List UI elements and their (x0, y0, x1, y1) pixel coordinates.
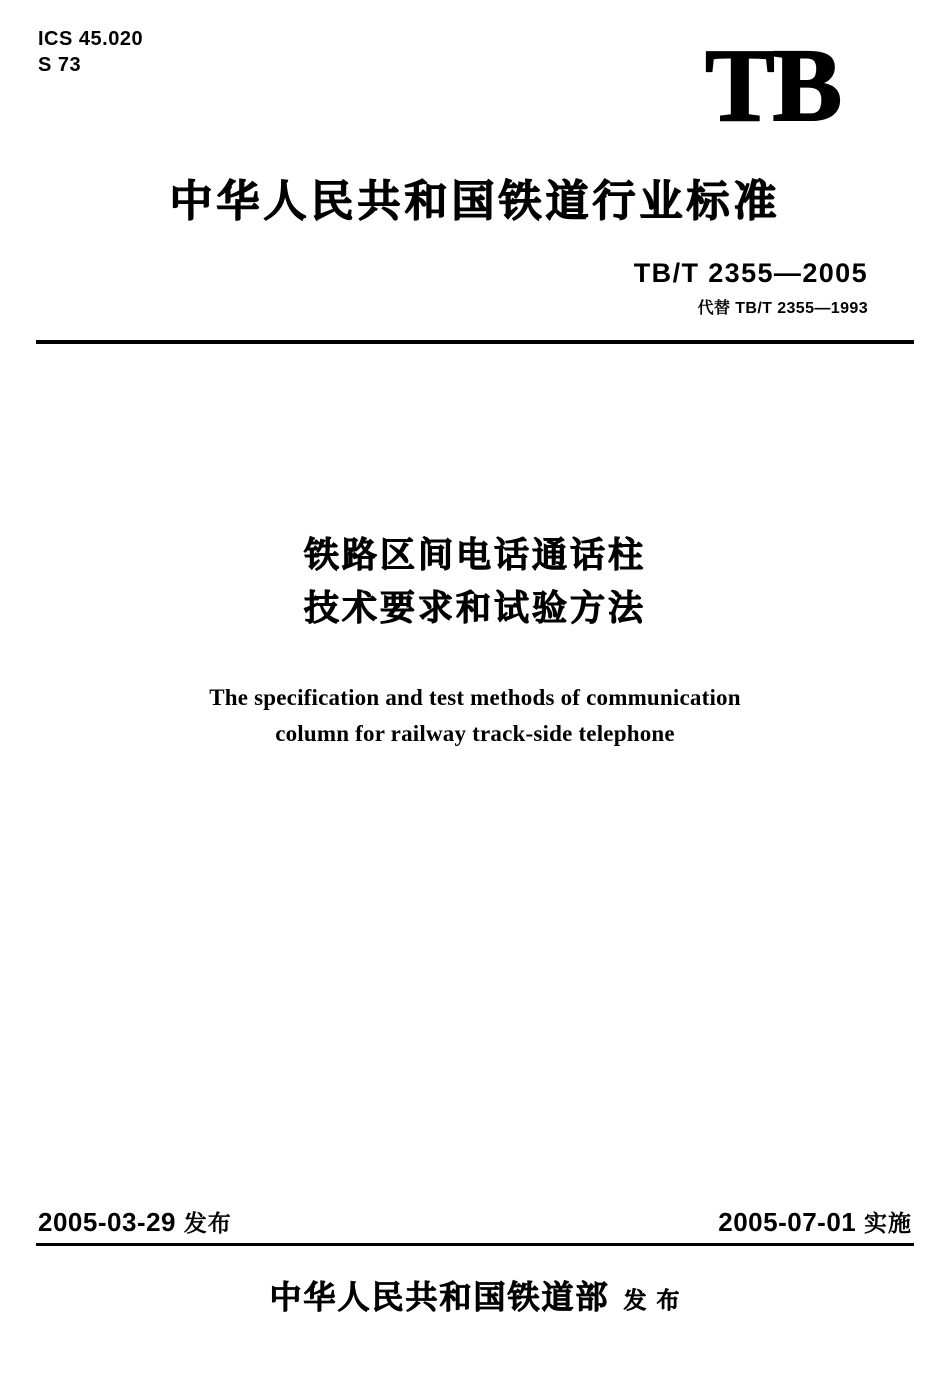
publisher-name: 中华人民共和国铁道部 (269, 1278, 610, 1316)
publisher-suffix: 发 布 (623, 1288, 681, 1314)
effective-label: 实施 (864, 1211, 912, 1237)
publisher-block (0, 1272, 950, 1318)
document-title-cn-line1: 铁路区间电话通话柱 (303, 536, 646, 576)
document-title-en-line2: column for railway track-side telephone (275, 720, 675, 746)
issue-label: 发布 (183, 1211, 232, 1237)
issue-date-block (38, 1205, 232, 1238)
ics-code: ICS 45.020 (38, 28, 144, 50)
tb-logo: TB (705, 28, 840, 143)
classification-code: S 73 (38, 54, 82, 77)
ics-block (38, 26, 143, 79)
effective-date: 2005-07-01 (718, 1207, 857, 1237)
standard-number: TB/T 2355—2005 (633, 258, 868, 288)
document-title-cn (0, 530, 950, 636)
footer-divider (36, 1243, 914, 1246)
document-title-cn-line2: 技术要求和试验方法 (303, 589, 646, 630)
issue-date: 2005-03-29 (38, 1207, 176, 1237)
header-divider (36, 340, 914, 344)
document-title-en (0, 680, 950, 751)
issuing-authority-title: 中华人民共和国铁道行业标准 (169, 177, 781, 227)
effective-date-block (718, 1205, 912, 1238)
document-title-en-line1: The specification and test methods of communication (209, 685, 741, 710)
standard-replaces: 代替 TB/T 2355—1993 (697, 300, 868, 317)
